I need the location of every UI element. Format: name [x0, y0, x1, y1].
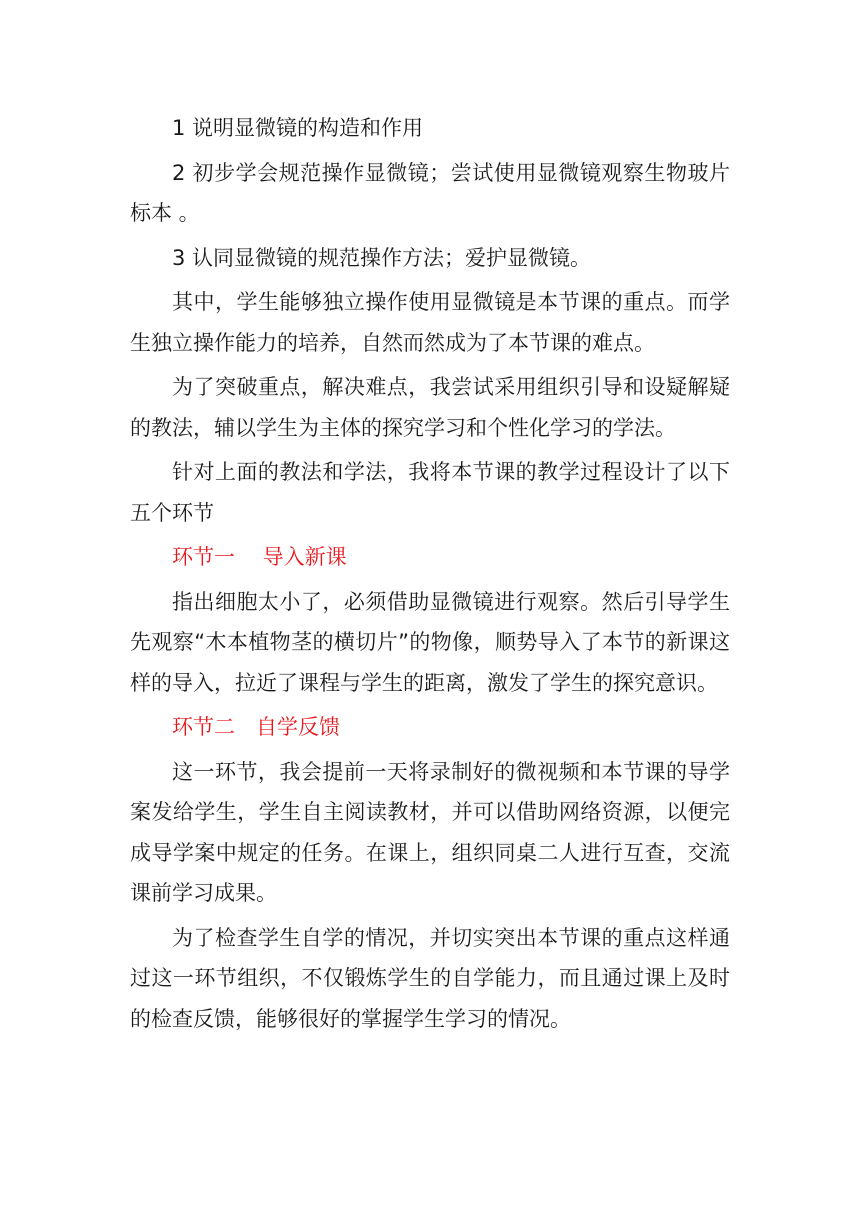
section-2-body-2: 为了检查学生自学的情况，并切实突出本节课的重点这样通过这一环节组织，不仅锻炼学生的自学能力，而且通过课上及时的检查反馈，能够很好的掌握学生学习的情况。 — [130, 925, 730, 1031]
objective-item-3: 3 认同显微镜的规范操作方法；爱护显微镜。 — [172, 245, 592, 270]
section-1-heading: 环节一 导入新课 — [172, 545, 347, 569]
section-1-body: 指出细胞太小了，必须借助显微镜进行观察。然后引导学生先观察“木本植物茎的横切片”的物像，顺势导入了本节的新课这样的导入，拉近了课程与学生的距离，激发了学生的探究意识。 — [130, 589, 730, 695]
document-body — [130, 108, 730, 1039]
objective-item-2: 2 初步学会规范操作显微镜；尝试使用显微镜观察生物玻片标本 。 — [130, 160, 730, 225]
section-2-heading: 环节二 自学反馈 — [172, 715, 340, 739]
teaching-methods-paragraph: 为了突破重点，解决难点，我尝试采用组织引导和设疑解疑的教法，辅以学生为主体的探究学习和个性化学习的学法。 — [130, 375, 730, 440]
section-2-body-1: 这一环节，我会提前一天将录制好的微视频和本节课的导学案发给学生，学生自主阅读教材，并可以借助网络资源，以便完成导学案中规定的任务。在课上，组织同桌二人进行互查，交流课前学习成果。 — [130, 759, 730, 905]
key-points-paragraph: 其中，学生能够独立操作使用显微镜是本节课的重点。而学生独立操作能力的培养，自然而然成为了本节课的难点。 — [130, 290, 730, 355]
process-intro-paragraph: 针对上面的教法和学法，我将本节课的教学过程设计了以下五个环节 — [130, 460, 730, 525]
objective-item-1: 1 说明显微镜的构造和作用 — [172, 116, 424, 140]
